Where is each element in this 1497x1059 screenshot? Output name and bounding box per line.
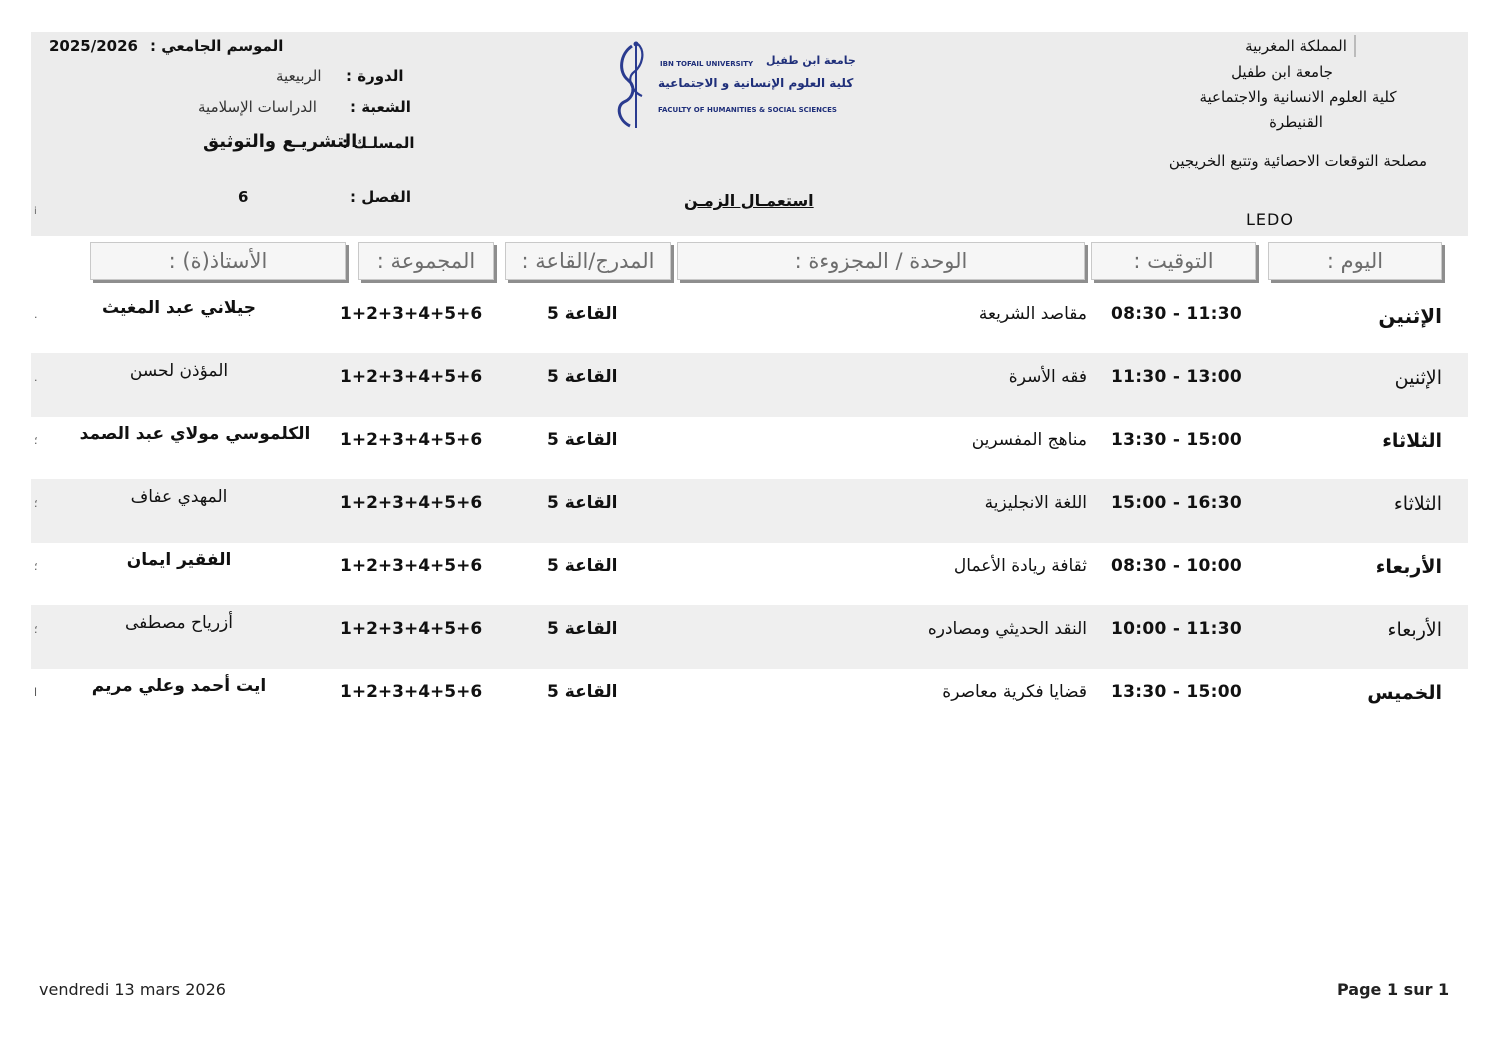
row-edge-mark: . (34, 371, 38, 384)
footer-page: Page 1 sur 1 (1337, 980, 1450, 999)
table-row (31, 605, 1468, 669)
column-header-professor: الأستاذ(ة) : (90, 242, 346, 280)
row-day: الإثنين (1394, 367, 1442, 389)
row-subject: النقد الحديثي ومصادره (927, 619, 1087, 639)
track-value: التشريـع والتوثيق (203, 131, 358, 152)
row-day: الأربعاء (1375, 556, 1442, 578)
column-header-group: المجموعة : (358, 242, 494, 280)
year-label: الموسم الجامعي : (150, 37, 284, 55)
row-day: الثلاثاء (1382, 430, 1442, 452)
institution-line-4: القنيطرة (1269, 113, 1323, 131)
row-edge-mark: ؛ (34, 623, 38, 636)
row-day: الأربعاء (1387, 619, 1442, 641)
logo-ar-top: جامعة ابن طفيل (766, 54, 856, 67)
left-edge-mark: i (34, 206, 37, 217)
row-time: 13:30 - 15:00 (1111, 430, 1243, 450)
row-room: القاعة 5 (547, 556, 618, 576)
track-label: المسلـك : (342, 134, 415, 152)
row-group: 1+2+3+4+5+6 (340, 619, 483, 639)
session-label: الدورة : (346, 67, 404, 85)
row-time: 08:30 - 11:30 (1111, 304, 1243, 324)
branch-value: الدراسات الإسلامية (198, 98, 317, 116)
logo-en-top: IBN TOFAIL UNIVERSITY (660, 60, 754, 68)
row-room: القاعة 5 (547, 304, 618, 324)
row-subject: مناهج المفسرين (971, 430, 1087, 450)
row-room: القاعة 5 (547, 493, 618, 513)
row-professor: أزرياح مصطفى (125, 613, 233, 633)
row-professor: ايت أحمد وعلي مريم (91, 676, 267, 696)
table-row (31, 290, 1468, 354)
row-group: 1+2+3+4+5+6 (340, 430, 483, 450)
row-professor: الكلموسي مولاي عبد الصمد (79, 424, 311, 444)
service-code: LEDO (1246, 210, 1294, 229)
row-subject: قضايا فكرية معاصرة (942, 682, 1087, 702)
table-row (31, 353, 1468, 417)
institution-divider (1354, 35, 1356, 57)
row-time: 15:00 - 16:30 (1111, 493, 1243, 513)
service-name: مصلحة التوقعات الاحصائية وتتبع الخريجين (1168, 152, 1428, 170)
branch-label: الشعبة : (350, 98, 411, 116)
row-edge-mark: ؛ (34, 434, 38, 447)
row-day: الثلاثاء (1393, 493, 1442, 515)
row-professor: الفقير ايمان (126, 550, 232, 570)
row-room: القاعة 5 (547, 619, 618, 639)
schedule-title: استعمـال الزمـن (684, 191, 814, 210)
column-header-time: التوقيت : (1091, 242, 1256, 280)
row-edge-mark: ؛ (34, 560, 38, 573)
row-room: القاعة 5 (547, 367, 618, 387)
table-row (31, 416, 1468, 480)
institution-line-3: كلية العلوم الانسانية والاجتماعية (1199, 88, 1397, 106)
row-edge-mark: . (34, 308, 38, 321)
institution-line-2: جامعة ابن طفيل (1231, 63, 1333, 81)
row-time: 10:00 - 11:30 (1111, 619, 1243, 639)
row-group: 1+2+3+4+5+6 (340, 682, 483, 702)
row-edge-mark: ؛ (34, 497, 38, 510)
row-subject: اللغة الانجليزية (984, 493, 1087, 513)
row-time: 13:30 - 15:00 (1111, 682, 1243, 702)
footer-date: vendredi 13 mars 2026 (39, 980, 226, 999)
semester-label: الفصل : (350, 188, 411, 206)
row-group: 1+2+3+4+5+6 (340, 556, 483, 576)
row-room: القاعة 5 (547, 682, 618, 702)
logo-en-bottom: FACULTY OF HUMANITIES & SOCIAL SCIENCES (658, 106, 837, 114)
row-professor: جيلاني عبد المغيث (101, 298, 257, 318)
semester-value: 6 (238, 188, 249, 206)
row-time: 11:30 - 13:00 (1111, 367, 1243, 387)
row-day: الإثنين (1378, 304, 1442, 328)
row-edge-mark: ا (34, 686, 38, 699)
row-room: القاعة 5 (547, 430, 618, 450)
year-value: 2025/2026 (49, 37, 138, 55)
row-subject: مقاصد الشريعة (978, 304, 1087, 324)
institution-line-1: المملكة المغربية (1245, 37, 1347, 55)
row-group: 1+2+3+4+5+6 (340, 304, 483, 324)
row-time: 08:30 - 10:00 (1111, 556, 1243, 576)
row-subject: ثقافة ريادة الأعمال (953, 556, 1087, 576)
row-day: الخميس (1367, 682, 1442, 704)
session-value: الربيعية (276, 67, 322, 85)
column-header-unit: الوحدة / المجزوءة : (677, 242, 1085, 280)
table-row (31, 668, 1468, 732)
university-logo (612, 40, 864, 132)
row-group: 1+2+3+4+5+6 (340, 493, 483, 513)
row-professor: المهدي عفاف (130, 487, 228, 507)
table-row (31, 542, 1468, 606)
row-subject: فقه الأسرة (1008, 367, 1087, 387)
table-row (31, 479, 1468, 543)
column-header-room: المدرج/القاعة : (505, 242, 671, 280)
row-group: 1+2+3+4+5+6 (340, 367, 483, 387)
logo-ar-bottom: كلية العلوم الإنسانية و الاجتماعية (658, 76, 854, 90)
row-professor: المؤذن لحسن (129, 361, 229, 381)
column-header-day: اليوم : (1268, 242, 1442, 280)
